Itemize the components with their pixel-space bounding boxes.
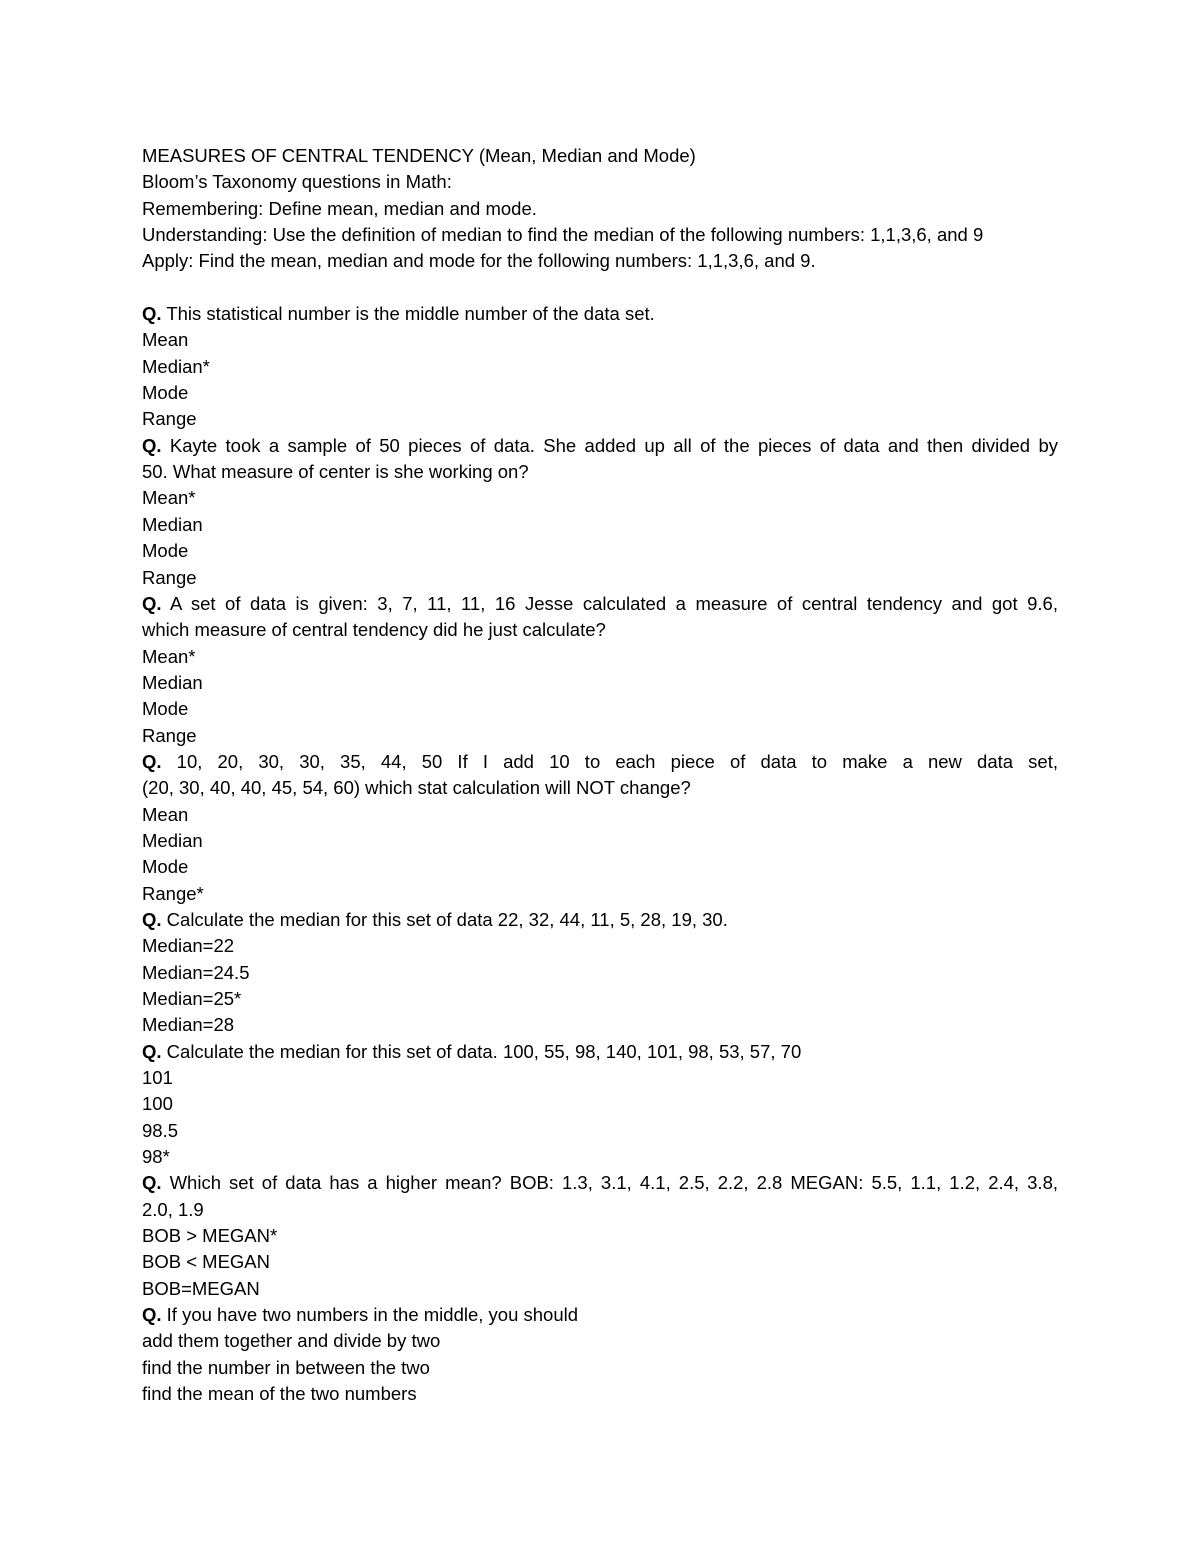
question-6-option-1: 101 — [142, 1067, 173, 1089]
question-4-option-4: Range* — [142, 882, 204, 904]
question-7-option-1: BOB > MEGAN* — [142, 1225, 278, 1247]
question-2-line-1: Kayte took a sample of 50 pieces of data. She added up all of the pieces of data and then divided by — [161, 434, 1058, 456]
question-3-text — [142, 591, 1058, 617]
question-8-text — [142, 1302, 1058, 1328]
question-3-option-3: Mode — [142, 698, 189, 720]
question-3-line-1: A set of data is given: 3, 7, 11, 11, 16 Jesse calculated a measure of central tendency and got 9.6, — [161, 592, 1058, 614]
question-2-text — [142, 433, 1058, 459]
question-marker: Q. — [142, 1304, 162, 1326]
question-7-option-2: BOB < MEGAN — [142, 1251, 270, 1273]
intro-apply: Apply: Find the mean, median and mode for the following numbers: 1,1,3,6, and 9. — [142, 250, 816, 272]
question-1-option-4: Range — [142, 408, 197, 430]
question-2-option-4: Range — [142, 566, 197, 588]
question-5-text — [142, 907, 1058, 933]
question-6-option-2: 100 — [142, 1093, 173, 1115]
question-marker: Q. — [142, 1040, 162, 1062]
document-title: MEASURES OF CENTRAL TENDENCY (Mean, Median and Mode) — [142, 145, 696, 166]
question-7-text-cont: 2.0, 1.9 — [142, 1198, 204, 1220]
question-2-option-3: Mode — [142, 540, 189, 562]
question-1-option-2: Median* — [142, 355, 210, 377]
question-marker: Q. — [142, 1172, 162, 1194]
question-5-option-4: Median=28 — [142, 1014, 235, 1036]
question-8-option-2: find the number in between the two — [142, 1356, 430, 1378]
question-3-option-4: Range — [142, 724, 197, 746]
question-4-option-1: Mean — [142, 803, 189, 825]
question-8-line-1: If you have two numbers in the middle, you should — [161, 1304, 579, 1326]
question-5-option-3: Median=25* — [142, 988, 242, 1009]
question-4-text-cont: (20, 30, 40, 40, 45, 54, 60) which stat calculation will NOT change? — [142, 777, 691, 799]
question-2-option-1: Mean* — [142, 487, 196, 509]
question-2-option-2: Median — [142, 513, 203, 535]
question-7-line-1: Which set of data has a higher mean? BOB: 1.3, 3.1, 4.1, 2.5, 2.2, 2.8 MEGAN: 5.5, 1.1, 1.2, 2.4, 3.8, — [161, 1172, 1058, 1194]
question-4-option-3: Mode — [142, 856, 189, 878]
question-6-option-4: 98* — [142, 1146, 170, 1168]
document-body — [142, 143, 1058, 1408]
question-6-option-3: 98.5 — [142, 1119, 179, 1141]
question-1-line-1: This statistical number is the middle number of the data set. — [161, 303, 655, 325]
question-7-option-3: BOB=MEGAN — [142, 1277, 260, 1299]
question-2-text-cont: 50. What measure of center is she working on? — [142, 461, 529, 483]
question-1-option-1: Mean — [142, 329, 189, 351]
question-7-text — [142, 1170, 1058, 1196]
intro-blooms-heading: Bloom’s Taxonomy questions in Math: — [142, 171, 452, 193]
question-1-text — [142, 301, 1058, 327]
question-1-option-3: Mode — [142, 382, 189, 404]
intro-understanding: Understanding: Use the definition of median to find the median of the following numbers: 1,1,3,6, and 9 — [142, 224, 984, 246]
question-marker: Q. — [142, 908, 162, 930]
question-marker: Q. — [142, 303, 162, 325]
question-3-option-2: Median — [142, 671, 203, 693]
question-6-text — [142, 1039, 1058, 1065]
question-3-option-1: Mean* — [142, 645, 196, 667]
question-6-line-1: Calculate the median for this set of data. 100, 55, 98, 140, 101, 98, 53, 57, 70 — [161, 1040, 802, 1062]
question-4-text — [142, 749, 1058, 775]
question-3-text-cont: which measure of central tendency did he just calculate? — [142, 619, 606, 641]
question-5-line-1: Calculate the median for this set of data 22, 32, 44, 11, 5, 28, 19, 30. — [161, 908, 728, 930]
question-marker: Q. — [142, 592, 162, 614]
question-8-option-1: add them together and divide by two — [142, 1330, 441, 1352]
blank-line — [142, 275, 1058, 301]
question-marker: Q. — [142, 434, 162, 456]
question-marker: Q. — [142, 750, 162, 772]
question-5-option-1: Median=22 — [142, 935, 235, 957]
question-8-option-3: find the mean of the two numbers — [142, 1383, 417, 1405]
question-5-option-2: Median=24.5 — [142, 961, 250, 983]
question-4-line-1: 10, 20, 30, 30, 35, 44, 50 If I add 10 to each piece of data to make a new data set, — [161, 750, 1058, 772]
question-4-option-2: Median — [142, 829, 203, 851]
intro-remembering: Remembering: Define mean, median and mode. — [142, 197, 537, 219]
